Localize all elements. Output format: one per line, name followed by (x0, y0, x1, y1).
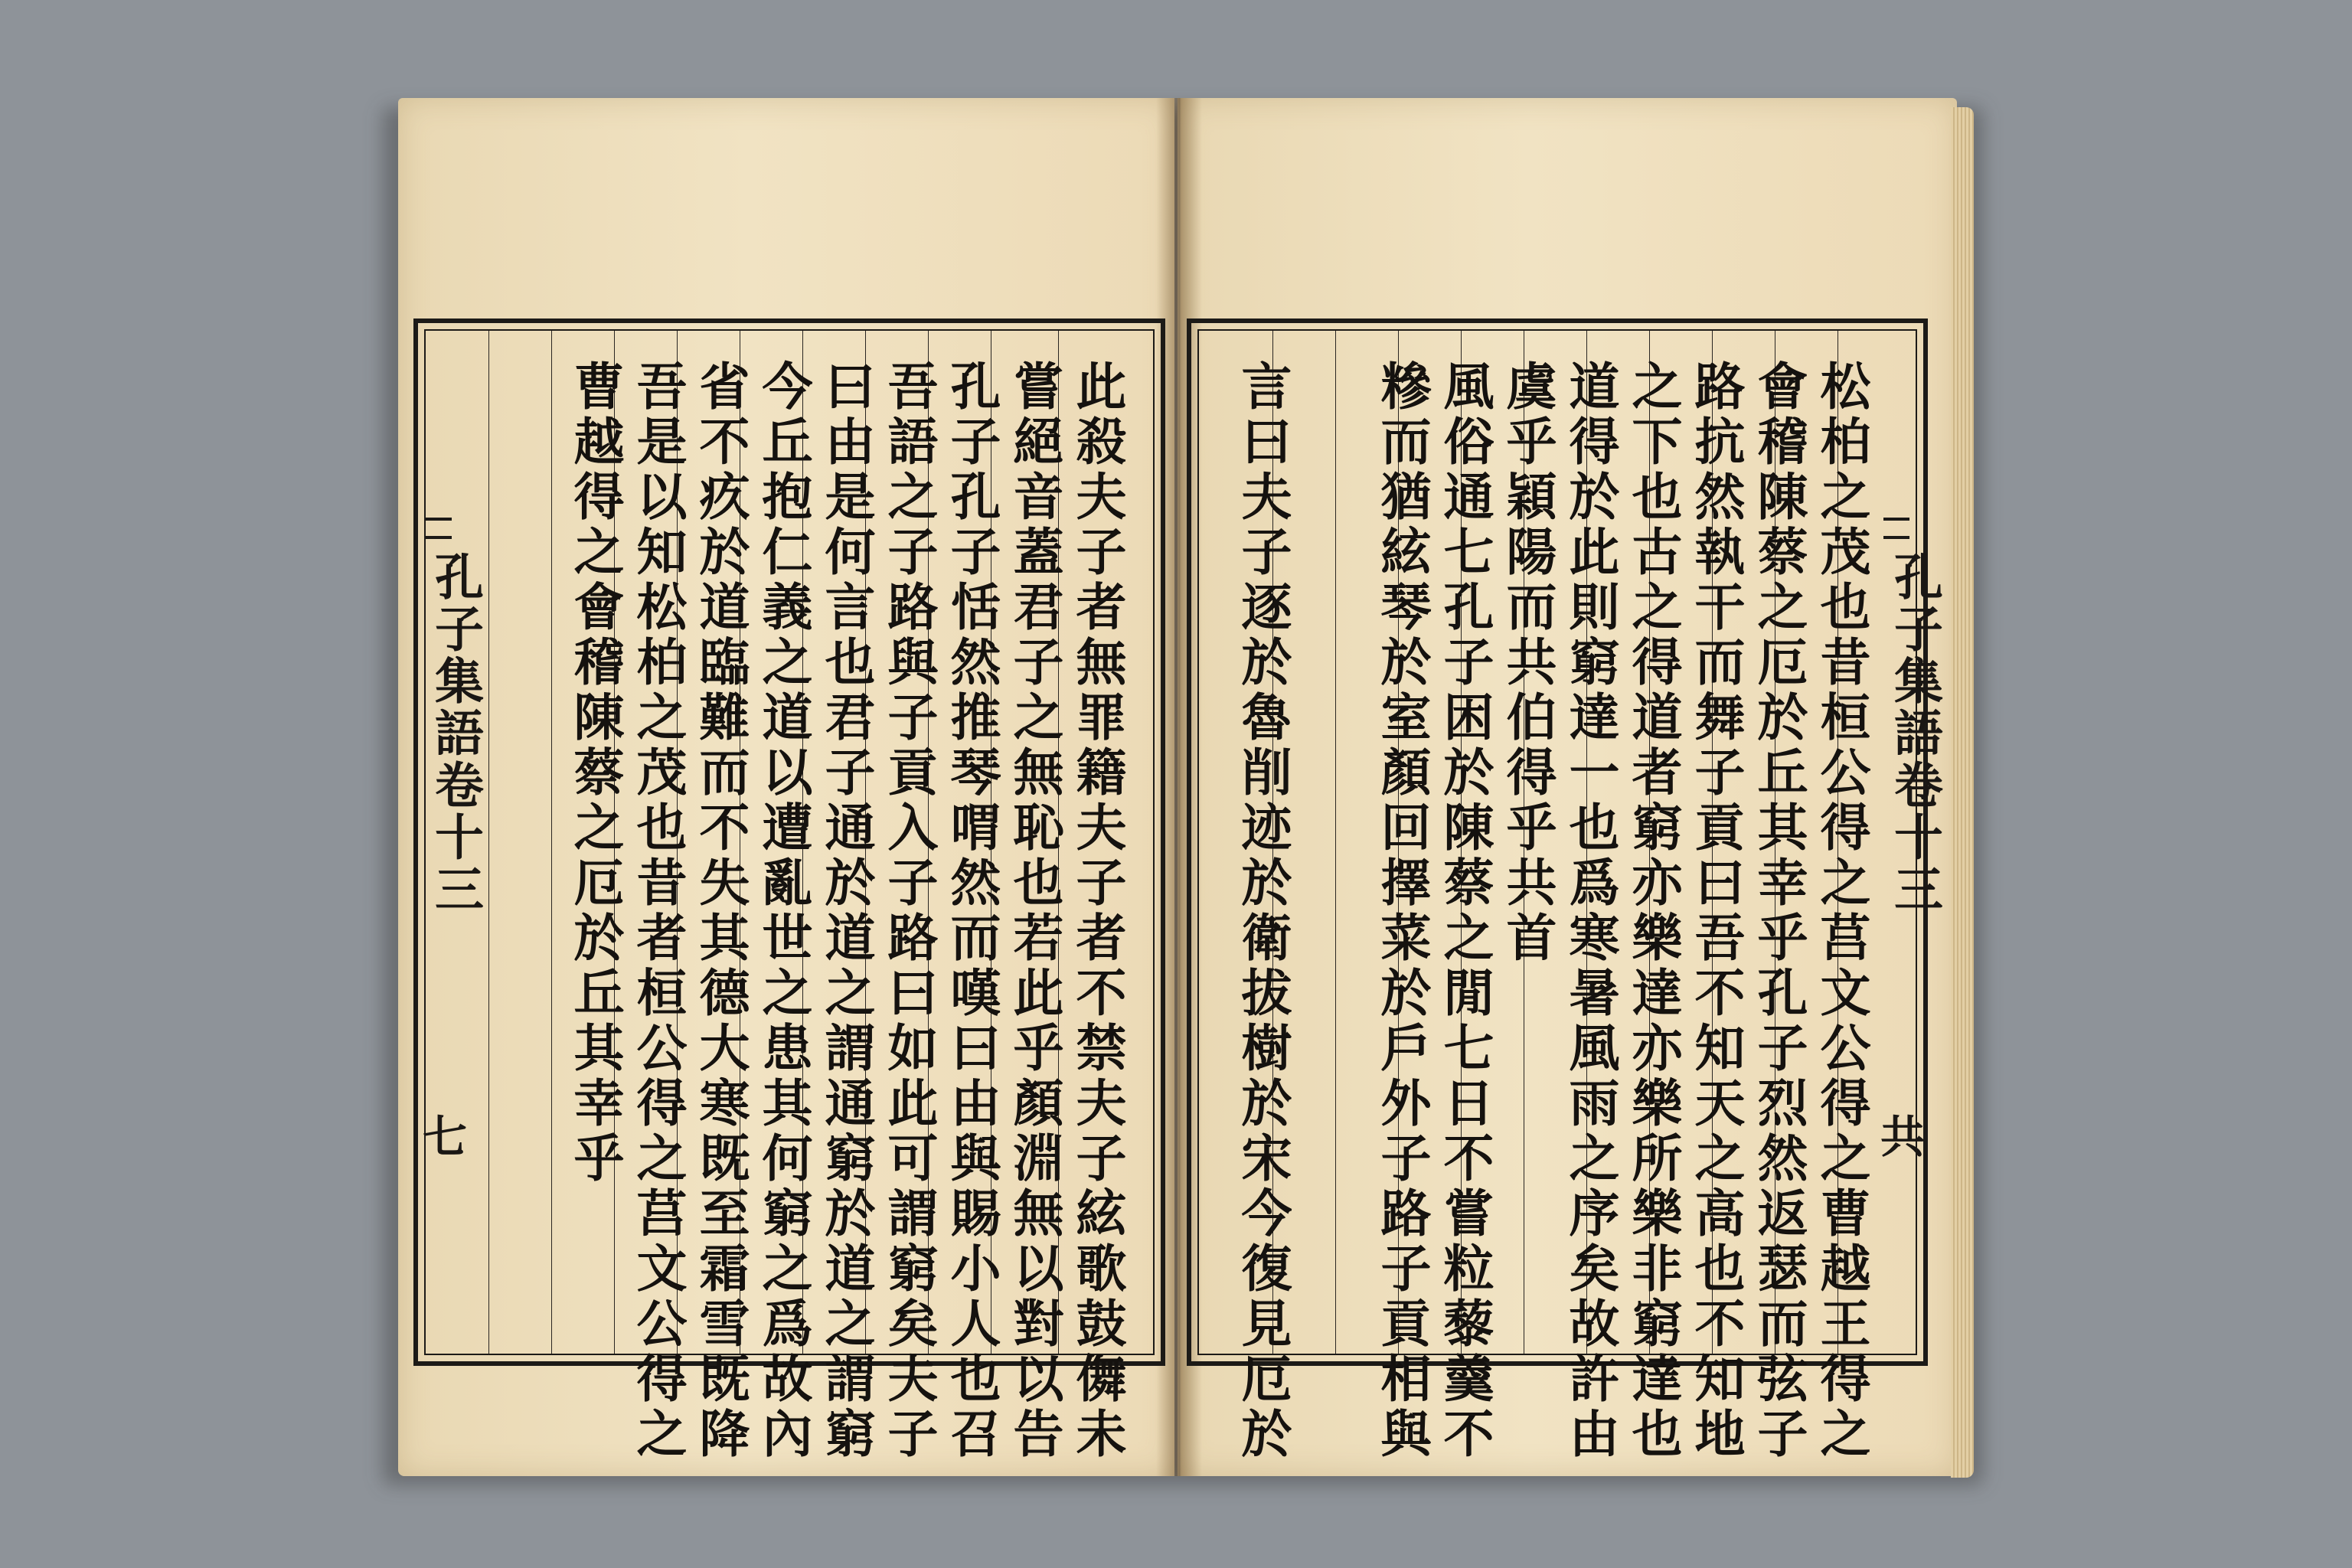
text-column: 嘗絕音蓋君子之無恥也若此乎顏淵無以對以告 (1004, 360, 1064, 1462)
show-through-ghost (475, 138, 541, 306)
fold-mark (1883, 518, 1909, 539)
text-column: 言曰夫子逐於魯削迹於衛拔樹於宋今復見厄於 (1233, 360, 1292, 1462)
text-column: 孔子孔子恬然推琴喟然而嘆曰由與賜小人也召 (942, 360, 1001, 1462)
column-rule (1335, 331, 1336, 1354)
text-column: 會稽陳蔡之厄於丘其幸乎孔子烈然返瑟而弦子 (1749, 360, 1808, 1462)
text-column: 路抗然執干而舞子貢曰吾不知天之高也不知地 (1686, 360, 1746, 1462)
text-column: 糝而猶絃琴於室顏回擇菜於戶外子路子貢相與 (1372, 360, 1432, 1462)
text-column: 吾是以知松柏之茂也昔者桓公得之莒文公得之 (628, 360, 688, 1462)
text-column: 風俗通七孔子困於陳蔡之閒七日不嘗粒藜羹不 (1435, 360, 1494, 1462)
column-rule (551, 331, 552, 1354)
text-column: 虞乎穎陽而共伯得乎共首 (1498, 360, 1557, 966)
left-margin-title: 孔子集語卷十三 (426, 551, 484, 916)
right-inner-rule (1197, 329, 1917, 1355)
fold-mark (426, 518, 452, 539)
text-column: 道得於此則窮達一也爲寒暑風雨之序矣故許由 (1560, 360, 1620, 1462)
text-column: 省不疚於道臨難而不失其德大寒既至霜雪既降 (691, 360, 750, 1462)
right-margin-title: 孔子集語卷十三 (1886, 551, 1943, 916)
text-column: 曰由是何言也君子通於道之謂通窮於道之謂窮 (816, 360, 876, 1462)
left-folio: 七 (423, 1111, 468, 1163)
text-column: 松柏之茂也昔桓公得之莒文公得之曹越王得之 (1811, 360, 1871, 1462)
page-edges (1951, 107, 1974, 1478)
text-column: 今丘抱仁義之道以遭亂世之患其何窮之爲故內 (753, 360, 813, 1462)
right-folio: 共 (1880, 1111, 1926, 1163)
text-column: 曹越得之會稽陳蔡之厄於丘其幸乎 (565, 360, 625, 1187)
text-column: 此殺夫子者無罪籍夫子者不禁夫子絃歌鼓儛未 (1067, 360, 1127, 1462)
text-column: 吾語之子路與子貢入子路曰如此可謂窮矣夫子 (879, 360, 939, 1462)
text-column: 之下也古之得道者窮亦樂達亦樂所樂非窮達也 (1623, 360, 1683, 1462)
